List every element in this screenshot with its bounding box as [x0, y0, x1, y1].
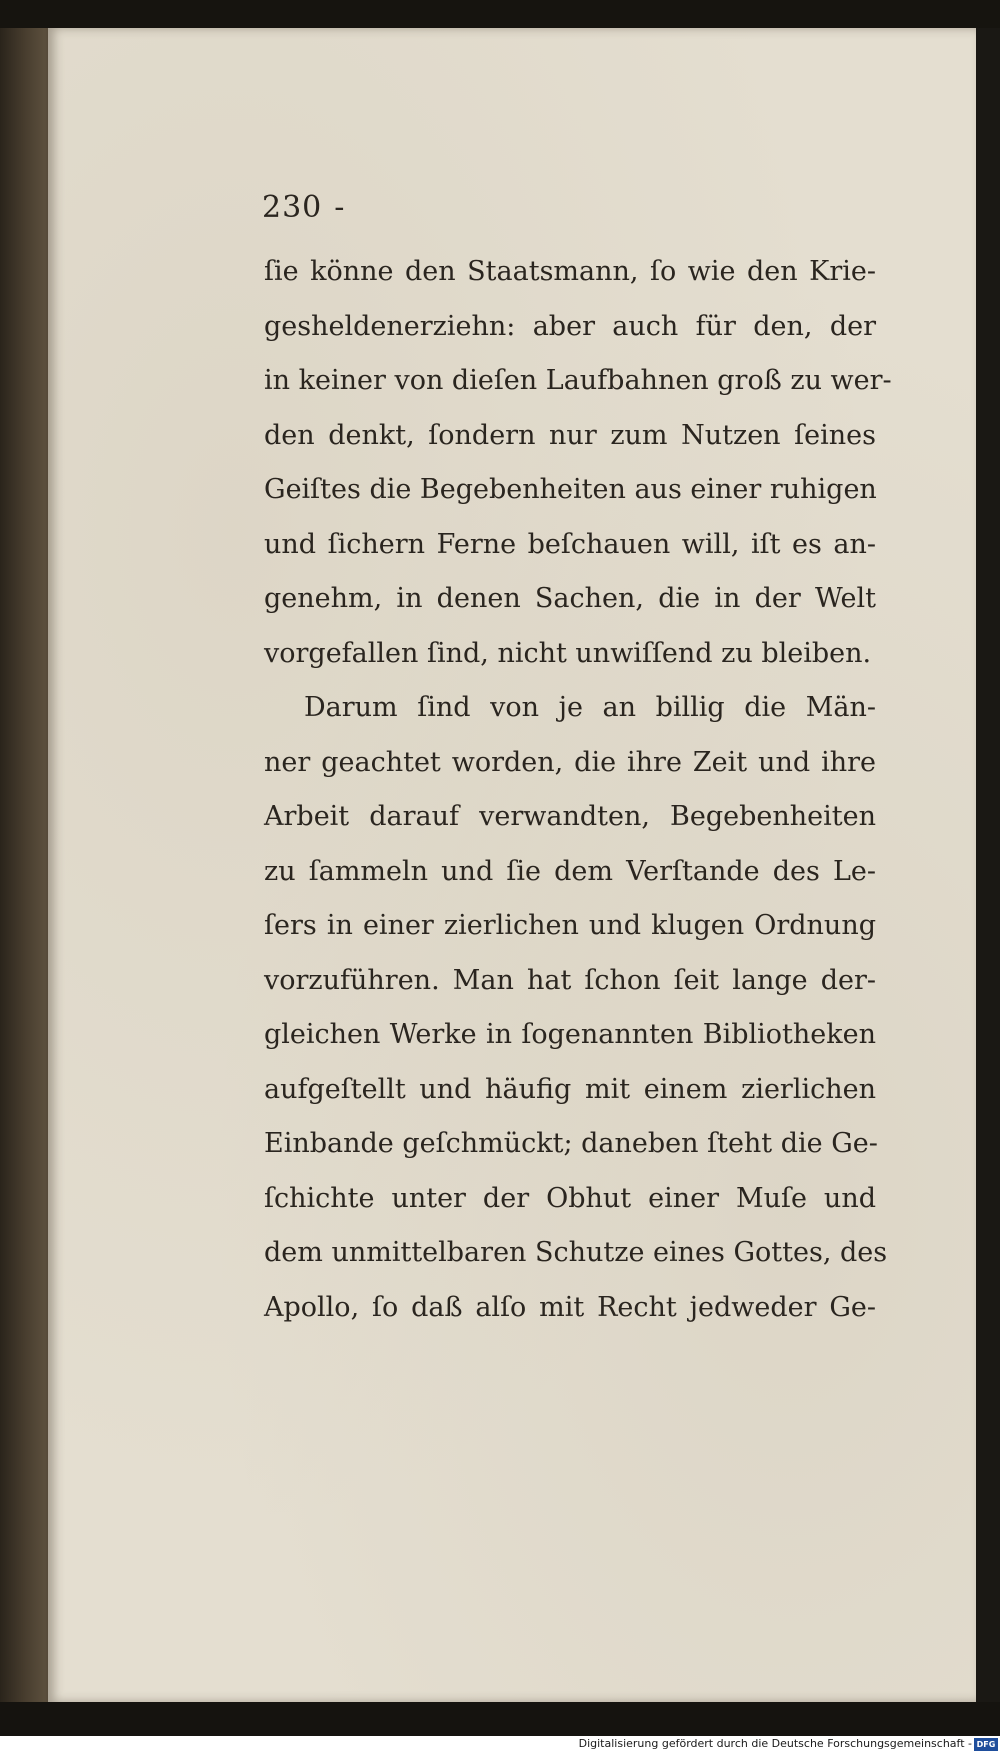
text-line: gesheldenerziehn: aber auch für den, der — [264, 310, 876, 342]
text-line: ſers in einer zierlichen und klugen Ordnung — [264, 910, 876, 941]
text-line: Apollo, ſo daß alſo mit Recht jedweder Ge- — [264, 1291, 876, 1323]
text-line: vorzuführen. Man hat ſchon ſeit lange der- — [264, 964, 876, 996]
text-line: aufgeſtellt und häufig mit einem zierlichen — [264, 1073, 876, 1105]
text-line: und ſichern Ferne beſchauen will, iſt es an- — [264, 528, 876, 560]
body-text — [264, 245, 892, 1335]
funding-credit: Digitalisierung gefördert durch die Deutsche Forschungsgemeinschaft - — [578, 1737, 972, 1750]
text-line: ſie könne den Staatsmann, ſo wie den Krie- — [264, 256, 876, 287]
text-line: Darum ſind von je an billig die Män- — [304, 692, 876, 723]
text-line: zu ſammeln und ſie dem Verſtande des Le- — [264, 855, 876, 887]
text-line: in keiner von dieſen Laufbahnen groß zu wer- — [264, 365, 892, 396]
text-line: Arbeit darauf verwandten, Begebenheiten — [264, 801, 876, 832]
page-number-dash: - — [334, 190, 346, 225]
dfg-logo-icon: DFG — [974, 1738, 998, 1751]
scan-right-border — [976, 28, 1000, 1702]
scan-bottom-border — [0, 1702, 1000, 1736]
text-line: dem unmittelbaren Schutze eines Gottes, des — [264, 1237, 888, 1268]
page-number-value: 230 — [262, 190, 323, 225]
text-line: gleichen Werke in ſogenannten Bibliotheken — [264, 1019, 876, 1050]
digitization-footer — [0, 1736, 1000, 1753]
text-line: ner geachtet worden, die ihre Zeit und ihre — [264, 746, 876, 778]
text-line: genehm, in denen Sachen, die in der Welt — [264, 583, 876, 614]
text-line: vorgefallen ſind, nicht unwiſſend zu bleiben. — [264, 637, 872, 669]
text-line: Geiſtes die Begebenheiten aus einer ruhigen — [264, 474, 877, 505]
text-line: Einbande geſchmückt; daneben ſteht die Ge- — [264, 1128, 878, 1159]
text-line: den denkt, ſondern nur zum Nutzen ſeines — [264, 419, 876, 451]
scan-top-border — [0, 0, 1000, 30]
text-line: ſchichte unter der Obhut einer Muſe und — [264, 1182, 876, 1214]
page-number — [262, 190, 345, 225]
